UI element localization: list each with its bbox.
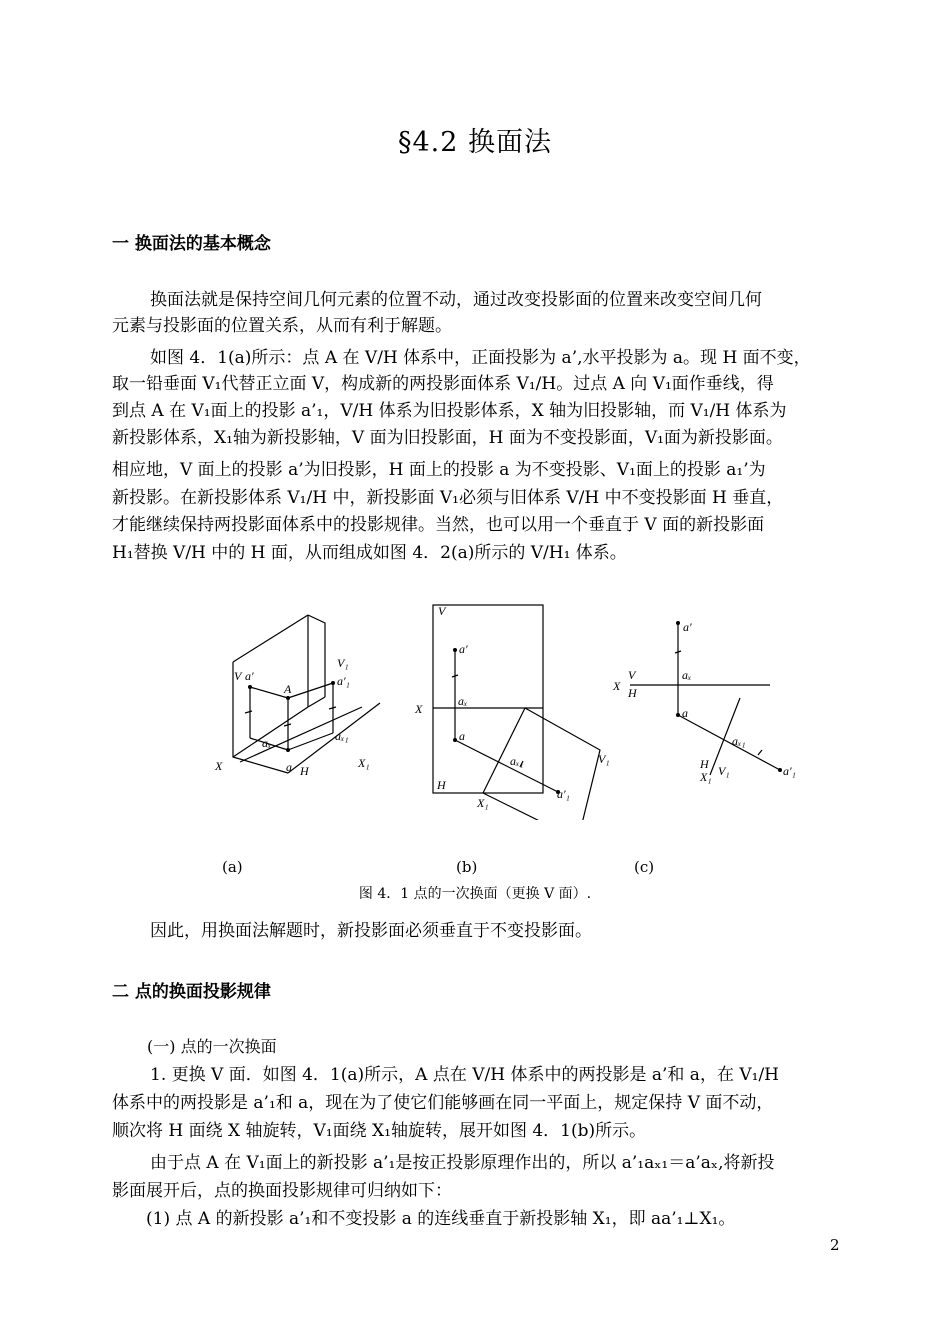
- figure-b-drawing: [433, 605, 600, 820]
- label-b: X: [415, 702, 423, 716]
- rule-line: (1) 点 A 的新投影 a’₁和不变投影 a 的连线垂直于新投影轴 X₁，即 aa’₁⊥X₁。: [146, 1209, 736, 1229]
- figure-sublabel-b: (b): [456, 858, 478, 876]
- label-a: V₁: [337, 656, 349, 670]
- label-b: a′₁: [557, 787, 570, 801]
- label-a: V: [234, 669, 242, 683]
- label-b: a′: [459, 642, 468, 656]
- label-a: H: [300, 764, 309, 778]
- paragraph-line: 体系中的两投影是 a’₁和 a，现在为了使它们能够画在同一平面上，规定保持 V 面不动，: [112, 1093, 774, 1113]
- label-a: A: [284, 682, 292, 696]
- figure-4-1: [200, 595, 800, 820]
- figure-sublabel-a: (a): [222, 858, 243, 876]
- label-c: a′: [683, 620, 692, 634]
- paragraph-line: 因此，用换面法解题时，新投影面必须垂直于不变投影面。: [150, 921, 592, 941]
- paragraph-line: 才能继续保持两投影面体系中的投影规律。当然，也可以用一个垂直于 V 面的新投影面: [112, 515, 765, 535]
- figure-a-drawing: [233, 615, 380, 773]
- page-number: 2: [830, 1236, 840, 1254]
- label-b: aₓ: [458, 694, 468, 708]
- paragraph-line: 如图 4．1(a)所示：点 A 在 V/H 体系中，正面投影为 a’,水平投影为 a。现 H 面不变，: [150, 348, 811, 368]
- figure-c-drawing: [630, 623, 780, 775]
- paragraph-line: 元素与投影面的位置关系，从而有利于解题。: [112, 316, 452, 336]
- paragraph-line: 相应地，V 面上的投影 a’为旧投影，H 面上的投影 a 为不变投影、V₁面上的投影 a₁’为: [112, 460, 766, 480]
- paragraph-line: 由于点 A 在 V₁面上的新投影 a’₁是按正投影原理作出的，所以 a’₁aₓ₁＝a’aₓ,将新投: [150, 1153, 775, 1173]
- section-heading-2: 二 点的换面投影规律: [112, 982, 271, 1002]
- paragraph-line: 新投影体系，X₁轴为新投影轴，V 面为旧投影面，H 面为不变投影面，V₁面为新投影面。: [112, 428, 783, 448]
- label-b: V: [438, 604, 446, 618]
- subsection-heading: (一) 点的一次换面: [147, 1037, 277, 1056]
- label-b: X₁: [477, 796, 489, 810]
- label-c: aₓ: [682, 668, 692, 682]
- label-b: a: [459, 729, 465, 743]
- label-c: V₁: [718, 764, 730, 778]
- paragraph-line: 换面法就是保持空间几何元素的位置不动，通过改变投影面的位置来改变空间几何: [150, 290, 762, 310]
- paragraph-line: 1. 更换 V 面．如图 4．1(a)所示，A 点在 V/H 体系中的两投影是 a’和 a，在 V₁/H: [150, 1065, 779, 1085]
- label-c: X: [613, 679, 621, 693]
- paragraph-line: 到点 A 在 V₁面上的投影 a’₁，V/H 体系为旧投影体系，X 轴为旧投影轴，而 V₁/H 体系为: [112, 401, 787, 421]
- label-a: aₓ: [262, 736, 272, 750]
- figure-caption: 图 4．1 点的一次换面（更换 V 面）.: [358, 886, 592, 902]
- label-a: a′₁: [337, 674, 350, 688]
- label-c: H: [700, 757, 709, 771]
- label-a: X: [215, 759, 223, 773]
- label-c: H: [628, 686, 637, 700]
- paragraph-line: 影面展开后，点的换面投影规律可归纳如下：: [112, 1181, 452, 1201]
- label-b: H: [437, 778, 446, 792]
- label-a: a: [286, 760, 292, 774]
- label-b: V₁: [598, 752, 610, 766]
- figure-sublabel-c: (c): [634, 858, 655, 876]
- paragraph-line: 新投影。在新投影体系 V₁/H 中，新投影面 V₁必须与旧体系 V/H 中不变投影面 H 垂直，: [112, 488, 784, 508]
- section-heading-1: 一 换面法的基本概念: [112, 234, 271, 254]
- paragraph-line: 取一铅垂面 V₁代替正立面 V，构成新的两投影面体系 V₁/H。过点 A 向 V₁面作垂线，得: [112, 374, 774, 394]
- label-a: aₓ₁: [335, 729, 349, 743]
- label-b: aₓ₁: [510, 754, 524, 768]
- label-c: a′₁: [783, 764, 796, 778]
- label-a: X₁: [358, 756, 370, 770]
- label-c: V: [628, 668, 636, 682]
- label-a: a′: [245, 669, 254, 683]
- paragraph-line: H₁替换 V/H 中的 H 面，从而组成如图 4．2(a)所示的 V/H₁ 体系。: [112, 543, 627, 563]
- label-c: aₓ₁: [732, 734, 746, 748]
- page-title: §4.2 换面法: [397, 127, 553, 158]
- paragraph-line: 顺次将 H 面绕 X 轴旋转，V₁面绕 X₁轴旋转，展开如图 4．1(b)所示。: [112, 1121, 647, 1141]
- label-c: X₁: [700, 770, 712, 784]
- label-c: a: [682, 706, 688, 720]
